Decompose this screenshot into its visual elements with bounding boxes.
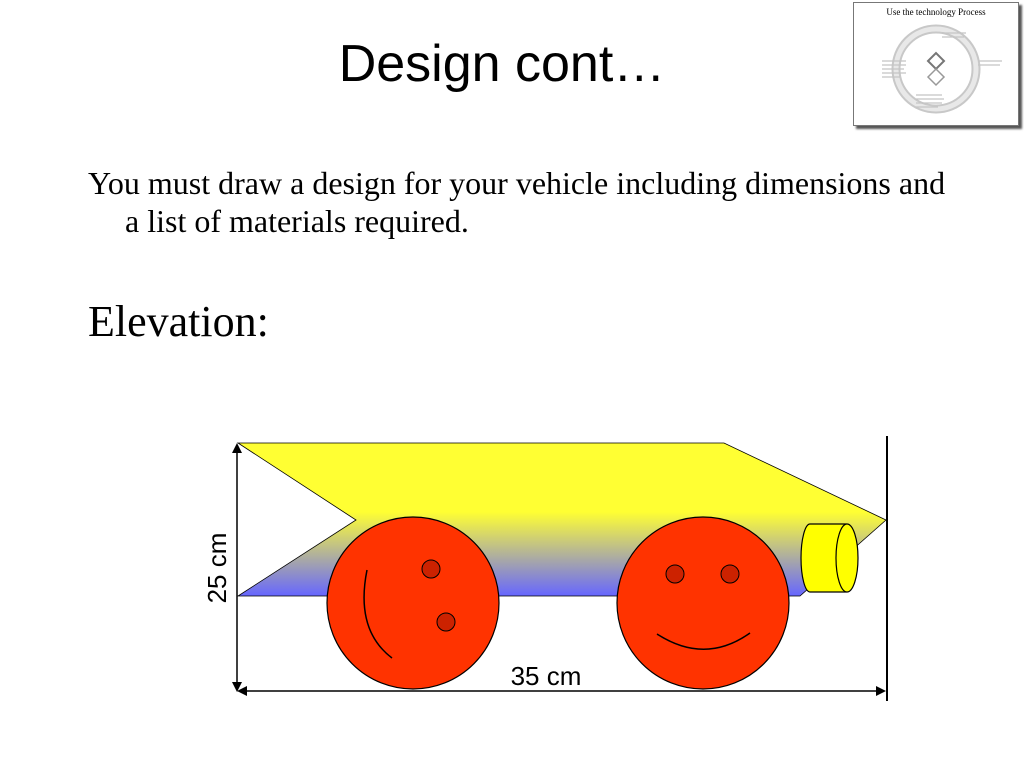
headlight (801, 524, 858, 592)
thumbnail-title: Use the technology Process (886, 7, 986, 17)
width-label: 35 cm (510, 661, 582, 691)
height-dimension (232, 443, 242, 692)
slide-title: Design cont… (338, 35, 666, 93)
instruction-text: You must draw a design for your vehicle including dimensions and a list of materials required. (88, 165, 946, 239)
right-wheel (617, 517, 789, 689)
left-wheel (327, 517, 499, 689)
elevation-heading: Elevation: (88, 297, 269, 346)
height-label: 25 cm (202, 532, 232, 604)
